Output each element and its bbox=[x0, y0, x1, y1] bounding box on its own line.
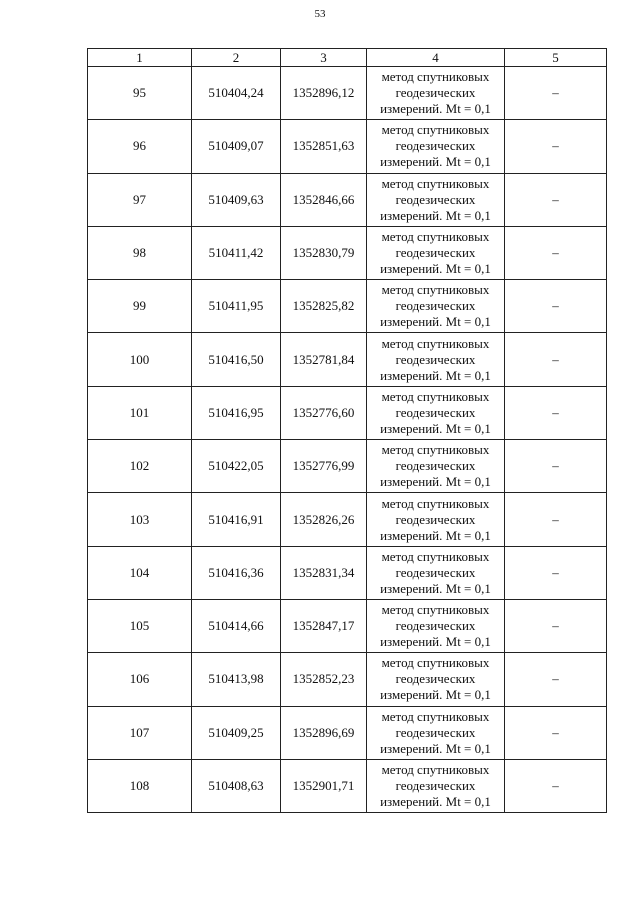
y-coordinate-cell: 1352852,23 bbox=[281, 653, 367, 706]
method-line: геодезических bbox=[395, 298, 476, 314]
point-number-cell: 107 bbox=[88, 706, 192, 759]
method-line: геодезических bbox=[395, 191, 476, 207]
method-line: измерений. Mt = 0,1 bbox=[380, 420, 491, 436]
method-cell bbox=[367, 759, 505, 812]
table-row bbox=[88, 653, 607, 706]
point-number-cell: 97 bbox=[88, 173, 192, 226]
point-number-cell: 95 bbox=[88, 67, 192, 120]
point-number-cell: 98 bbox=[88, 226, 192, 279]
table-header-row bbox=[88, 49, 607, 67]
method-cell bbox=[367, 67, 505, 120]
y-coordinate-cell: 1352830,79 bbox=[281, 226, 367, 279]
method-line: геодезических bbox=[395, 778, 476, 793]
method-line: геодезических bbox=[395, 245, 476, 261]
method-line: геодезических bbox=[395, 724, 476, 740]
method-line: измерений. Mt = 0,1 bbox=[380, 101, 491, 117]
note-cell: – bbox=[505, 226, 607, 279]
table-row bbox=[88, 759, 607, 812]
table-row bbox=[88, 599, 607, 652]
y-coordinate-cell: 1352826,26 bbox=[281, 493, 367, 546]
note-cell: – bbox=[505, 386, 607, 439]
note-cell: – bbox=[505, 759, 607, 812]
method-line: измерений. Mt = 0,1 bbox=[380, 794, 491, 809]
table-row bbox=[88, 333, 607, 386]
method-line: измерений. Mt = 0,1 bbox=[380, 314, 491, 330]
x-coordinate-cell: 510411,42 bbox=[192, 226, 281, 279]
method-line: измерений. Mt = 0,1 bbox=[380, 474, 491, 490]
table-row bbox=[88, 546, 607, 599]
point-number-cell: 104 bbox=[88, 546, 192, 599]
y-coordinate-cell: 1352901,71 bbox=[281, 759, 367, 812]
y-coordinate-cell: 1352825,82 bbox=[281, 280, 367, 333]
method-line: измерений. Mt = 0,1 bbox=[380, 527, 491, 543]
point-number-cell: 105 bbox=[88, 599, 192, 652]
method-line: измерений. Mt = 0,1 bbox=[380, 634, 491, 650]
point-number-cell: 106 bbox=[88, 653, 192, 706]
table-row bbox=[88, 226, 607, 279]
note-cell: – bbox=[505, 493, 607, 546]
page-number: 53 bbox=[314, 8, 326, 20]
x-coordinate-cell: 510414,66 bbox=[192, 599, 281, 652]
note-cell: – bbox=[505, 280, 607, 333]
method-line: измерений. Mt = 0,1 bbox=[380, 740, 491, 756]
method-line: метод спутниковых bbox=[381, 175, 490, 191]
table-body bbox=[88, 67, 607, 813]
method-line: метод спутниковых bbox=[381, 388, 490, 404]
method-line: измерений. Mt = 0,1 bbox=[380, 580, 491, 596]
method-cell bbox=[367, 653, 505, 706]
method-line: метод спутниковых bbox=[381, 229, 490, 245]
method-line: геодезических bbox=[395, 671, 476, 687]
header-col-5: 5 bbox=[505, 49, 607, 67]
x-coordinate-cell: 510409,07 bbox=[192, 120, 281, 173]
method-line: метод спутниковых bbox=[381, 335, 490, 351]
note-cell: – bbox=[505, 653, 607, 706]
x-coordinate-cell: 510416,95 bbox=[192, 386, 281, 439]
x-coordinate-cell: 510416,91 bbox=[192, 493, 281, 546]
table-row bbox=[88, 67, 607, 120]
method-cell bbox=[367, 546, 505, 599]
header-col-3: 3 bbox=[281, 49, 367, 67]
y-coordinate-cell: 1352846,66 bbox=[281, 173, 367, 226]
note-cell: – bbox=[505, 333, 607, 386]
method-cell bbox=[367, 173, 505, 226]
point-number-cell: 96 bbox=[88, 120, 192, 173]
point-number-cell: 102 bbox=[88, 440, 192, 493]
point-number-cell: 103 bbox=[88, 493, 192, 546]
method-cell bbox=[367, 386, 505, 439]
x-coordinate-cell: 510411,95 bbox=[192, 280, 281, 333]
header-col-1: 1 bbox=[88, 49, 192, 67]
method-cell bbox=[367, 280, 505, 333]
method-line: метод спутниковых bbox=[381, 122, 490, 138]
x-coordinate-cell: 510413,98 bbox=[192, 653, 281, 706]
note-cell: – bbox=[505, 67, 607, 120]
point-number-cell: 100 bbox=[88, 333, 192, 386]
y-coordinate-cell: 1352896,69 bbox=[281, 706, 367, 759]
point-number-cell: 99 bbox=[88, 280, 192, 333]
method-cell bbox=[367, 440, 505, 493]
table-row bbox=[88, 120, 607, 173]
note-cell: – bbox=[505, 599, 607, 652]
method-line: метод спутниковых bbox=[381, 495, 490, 511]
x-coordinate-cell: 510408,63 bbox=[192, 759, 281, 812]
note-cell: – bbox=[505, 546, 607, 599]
method-cell bbox=[367, 599, 505, 652]
method-line: метод спутниковых bbox=[381, 655, 490, 671]
method-line: геодезических bbox=[395, 618, 476, 634]
y-coordinate-cell: 1352851,63 bbox=[281, 120, 367, 173]
method-line: метод спутниковых bbox=[381, 69, 490, 85]
method-cell bbox=[367, 226, 505, 279]
x-coordinate-cell: 510409,63 bbox=[192, 173, 281, 226]
y-coordinate-cell: 1352847,17 bbox=[281, 599, 367, 652]
method-line: измерений. Mt = 0,1 bbox=[380, 687, 491, 703]
method-cell bbox=[367, 706, 505, 759]
note-cell: – bbox=[505, 120, 607, 173]
note-cell: – bbox=[505, 706, 607, 759]
header-col-4: 4 bbox=[367, 49, 505, 67]
method-line: метод спутниковых bbox=[381, 762, 490, 777]
method-line: геодезических bbox=[395, 85, 476, 101]
method-cell bbox=[367, 120, 505, 173]
method-cell bbox=[367, 333, 505, 386]
y-coordinate-cell: 1352831,34 bbox=[281, 546, 367, 599]
table-row bbox=[88, 173, 607, 226]
table-row bbox=[88, 386, 607, 439]
method-line: метод спутниковых bbox=[381, 442, 490, 458]
method-line: измерений. Mt = 0,1 bbox=[380, 367, 491, 383]
coordinates-table bbox=[87, 48, 607, 813]
method-line: геодезических bbox=[395, 138, 476, 154]
method-line: геодезических bbox=[395, 404, 476, 420]
table-row bbox=[88, 440, 607, 493]
note-cell: – bbox=[505, 173, 607, 226]
x-coordinate-cell: 510404,24 bbox=[192, 67, 281, 120]
table-row bbox=[88, 706, 607, 759]
point-number-cell: 101 bbox=[88, 386, 192, 439]
method-line: метод спутниковых bbox=[381, 548, 490, 564]
y-coordinate-cell: 1352896,12 bbox=[281, 67, 367, 120]
method-line: геодезических bbox=[395, 564, 476, 580]
y-coordinate-cell: 1352776,60 bbox=[281, 386, 367, 439]
method-line: измерений. Mt = 0,1 bbox=[380, 207, 491, 223]
method-line: измерений. Mt = 0,1 bbox=[380, 261, 491, 277]
y-coordinate-cell: 1352781,84 bbox=[281, 333, 367, 386]
method-line: геодезических bbox=[395, 511, 476, 527]
method-line: геодезических bbox=[395, 351, 476, 367]
x-coordinate-cell: 510409,25 bbox=[192, 706, 281, 759]
method-cell bbox=[367, 493, 505, 546]
method-line: метод спутниковых bbox=[381, 282, 490, 298]
method-line: геодезических bbox=[395, 458, 476, 474]
method-line: метод спутниковых bbox=[381, 602, 490, 618]
method-line: измерений. Mt = 0,1 bbox=[380, 154, 491, 170]
table-row bbox=[88, 493, 607, 546]
x-coordinate-cell: 510416,50 bbox=[192, 333, 281, 386]
note-cell: – bbox=[505, 440, 607, 493]
method-line: метод спутниковых bbox=[381, 708, 490, 724]
table-row bbox=[88, 280, 607, 333]
header-col-2: 2 bbox=[192, 49, 281, 67]
x-coordinate-cell: 510422,05 bbox=[192, 440, 281, 493]
x-coordinate-cell: 510416,36 bbox=[192, 546, 281, 599]
y-coordinate-cell: 1352776,99 bbox=[281, 440, 367, 493]
point-number-cell: 108 bbox=[88, 759, 192, 812]
